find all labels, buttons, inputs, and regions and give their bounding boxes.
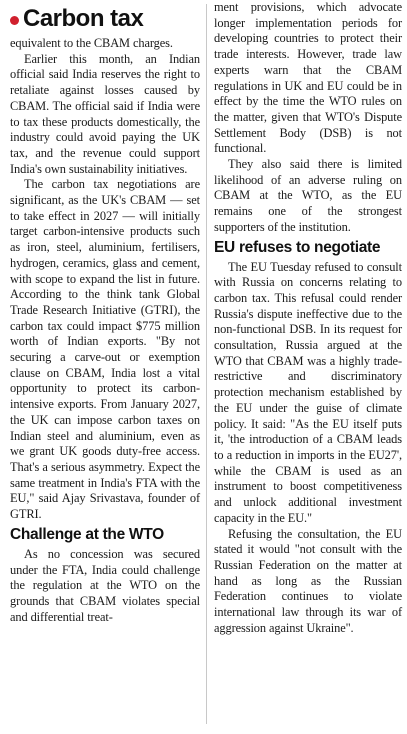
right-paragraph-3: The EU Tuesday refused to consult with Russia on concerns relating to carbon tax. This refusal could render Russia's dispute ineffective due to the non-functional DSB. In its request for consultation, Russia argued at the WTO that CBAM was a highly trade-restrictive and discriminatory protection mechanism established by the EU under the guise of climate policy. It said: "As the EU itself puts it, 'the introduction of a CBAM leads to a reduction in imports in the EU27', while the CBAM is used as an instrument to boost competitiveness and unlock additional investment capacity in the EU." xyxy=(214,259,402,525)
subhead-challenge-wto: Challenge at the WTO xyxy=(10,525,164,543)
left-column xyxy=(10,0,200,625)
red-bullet-icon xyxy=(10,16,19,25)
left-paragraph-1: equivalent to the CBAM charges. xyxy=(10,36,173,50)
kicker-title: Carbon tax xyxy=(23,5,144,32)
right-paragraph-2: They also said there is limited likelihood of an adverse ruling on CBAM at the WTO, as the EU remains one of the strongest supporters of the institution. xyxy=(214,157,402,234)
left-paragraph-2: Earlier this month, an Indian official said India reserves the right to retaliate against losses caused by CBAM. The official said if India were to tax these products domestically, the industry could avoid paying the UK tax, and the revenue could support India's own sustainability initiatives. xyxy=(10,51,200,176)
column-divider xyxy=(206,4,207,724)
subhead-eu-refuses: EU refuses to negotiate xyxy=(214,238,381,256)
section-kicker xyxy=(10,2,200,36)
right-paragraph-4: Refusing the consultation, the EU stated it would "not consult with the Russian Federation on the matter at hand as long as the Russian Federation continues to violate international law through its war of aggression against Ukraine". xyxy=(214,526,402,635)
left-paragraph-3: The carbon tax negotiations are significant, as the UK's CBAM — set to take effect in 2027 — will initially target carbon-intensive products such as iron, steel, aluminium, fertilisers, hydrogen, ceramics, glass and cement, with scope to expand the list in future. According to the think tank Global Trade Research Initiative (GTRI), the carbon tax could impact $775 million worth of Indian exports. "By not securing a carve-out or exemption clause on CBAM, India lost a vital opportunity to protect its carbon-intensive exports. From January 2027, the UK can impose carbon taxes on Indian steel and aluminium, even as we grant UK goods duty-free access. That's a serious asymmetry. Expect the same treatment in India's FTA with the EU," said Ajay Srivastava, founder of GTRI. xyxy=(10,177,200,522)
right-column xyxy=(214,0,402,636)
right-paragraph-1: ment provisions, which advocate longer implementation periods for developing countries to protect their trade interests. However, trade law experts warn that the CBAM regulations in UK and EU could be in effect by the time the WTO rules on the matter, given that WTO's Dispute Settlement Body (DSB) is not functional. xyxy=(214,0,402,156)
left-paragraph-4: As no concession was secured under the FTA, India could challenge the regulation at the WTO on the grounds that CBAM violates special and differential treat- xyxy=(10,546,200,624)
